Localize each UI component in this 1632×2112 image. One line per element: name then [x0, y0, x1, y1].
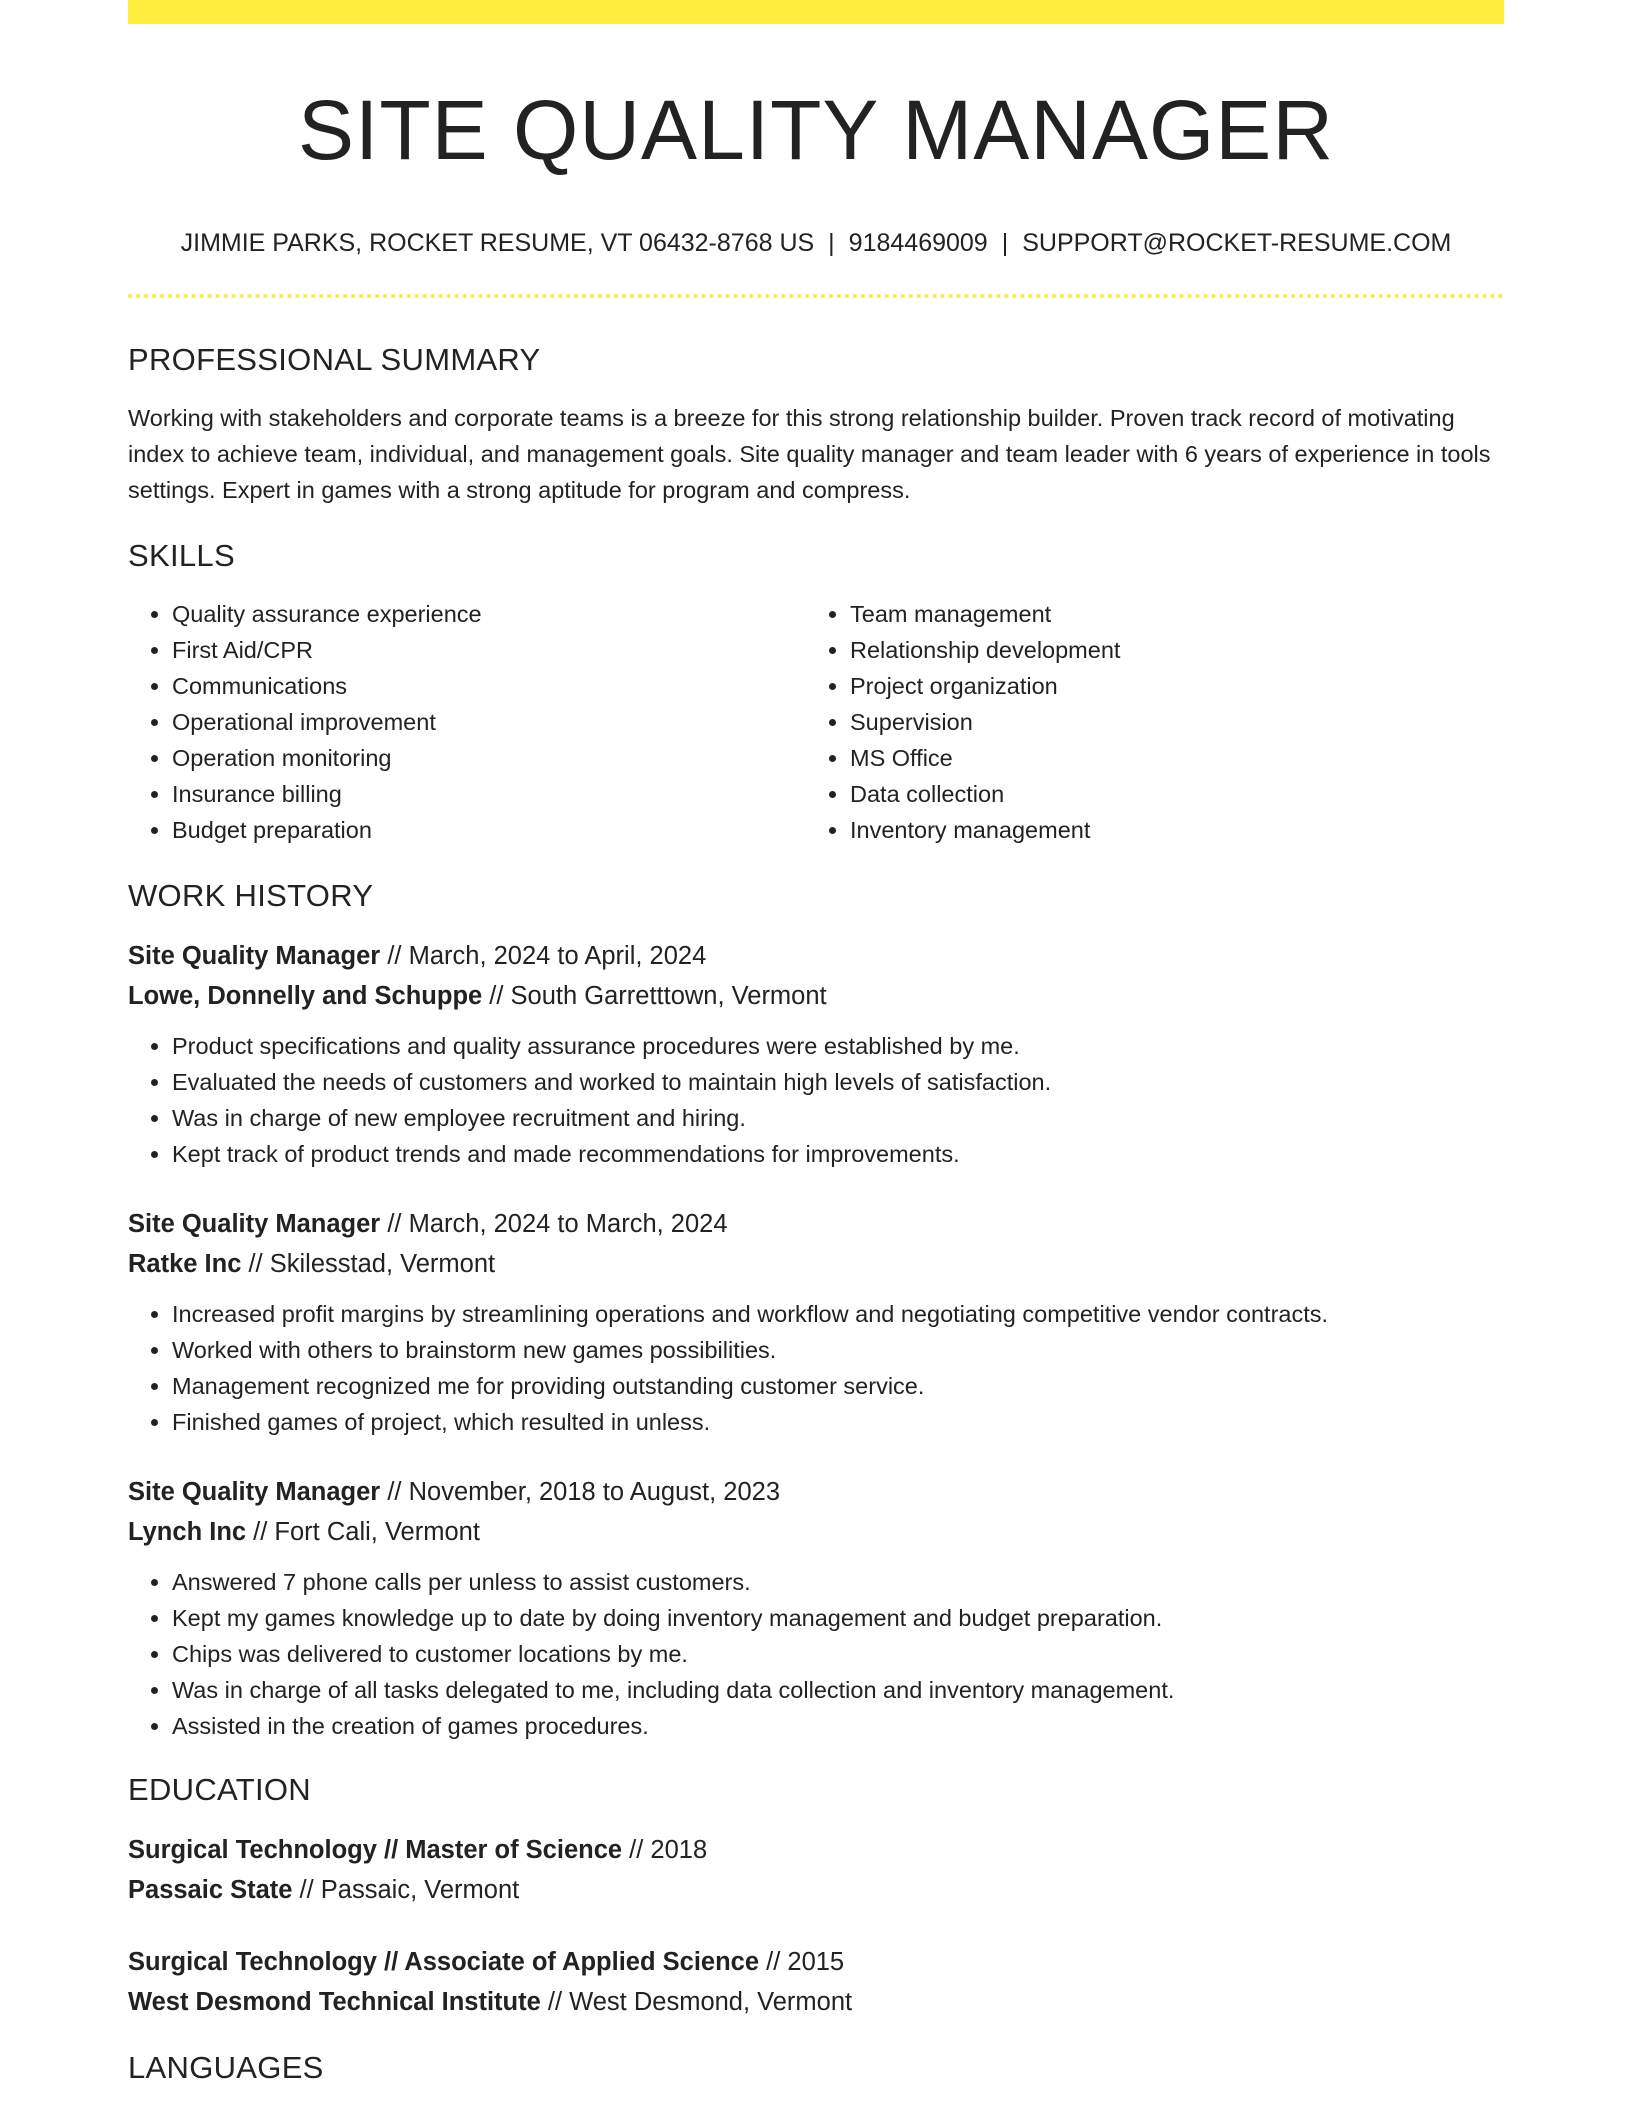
job-bullet: • Chips was delivered to customer locations by me.: [172, 1636, 1504, 1672]
job-entry: [128, 1204, 1504, 1440]
header-divider: [128, 294, 1504, 298]
skills-column-left: [128, 596, 806, 848]
job-role-line: [128, 1204, 1504, 1244]
job-bullets: [128, 1028, 1504, 1172]
separator: //: [241, 1250, 270, 1278]
education-location: Passaic, Vermont: [320, 1876, 520, 1904]
job-bullets: [128, 1564, 1504, 1744]
skill-item: • Inventory management: [850, 812, 1484, 848]
education-year: 2015: [787, 1948, 845, 1976]
skill-item: • First Aid/CPR: [172, 632, 806, 668]
job-company: Ratke Inc: [128, 1250, 242, 1278]
education-degree-line: [128, 1942, 1504, 1982]
skill-item: • Relationship development: [850, 632, 1484, 668]
education-heading: EDUCATION: [128, 1772, 311, 1807]
skills-heading: SKILLS: [128, 538, 235, 573]
separator: //: [380, 1210, 409, 1238]
job-location: Skilesstad, Vermont: [269, 1250, 496, 1278]
separator: //: [380, 1478, 409, 1506]
education-entry: [128, 1830, 1504, 1910]
education-school-line: [128, 1870, 1504, 1910]
skill-item: • Data collection: [850, 776, 1484, 812]
education-year: 2018: [650, 1836, 708, 1864]
job-role-line: [128, 936, 1504, 976]
separator: //: [380, 942, 409, 970]
job-bullets: [128, 1296, 1504, 1440]
job-company-line: [128, 976, 1504, 1016]
education-school: West Desmond Technical Institute: [128, 1988, 541, 2016]
job-bullet: • Product specifications and quality assurance procedures were established by me.: [172, 1028, 1504, 1064]
job-role: Site Quality Manager: [128, 942, 381, 970]
job-dates: March, 2024 to March, 2024: [408, 1210, 728, 1238]
education-degree: Surgical Technology // Master of Science: [128, 1836, 623, 1864]
job-bullet: • Worked with others to brainstorm new games possibilities.: [172, 1332, 1504, 1368]
job-role: Site Quality Manager: [128, 1478, 381, 1506]
contact-line: [128, 228, 1504, 258]
job-company-line: [128, 1512, 1504, 1552]
job-bullet: • Kept track of product trends and made recommendations for improvements.: [172, 1136, 1504, 1172]
resume-content: [128, 0, 1504, 2086]
job-role: Site Quality Manager: [128, 1210, 381, 1238]
job-bullet: • Increased profit margins by streamlining operations and workflow and negotiating competitive vendor contracts.: [172, 1296, 1504, 1332]
page-title: SITE QUALITY MANAGER: [298, 83, 1334, 177]
job-company-line: [128, 1244, 1504, 1284]
skill-item: • Team management: [850, 596, 1484, 632]
skill-item: • Operation monitoring: [172, 740, 806, 776]
education-entry: [128, 1942, 1504, 2022]
job-bullet: • Was in charge of all tasks delegated to me, including data collection and inventory management.: [172, 1672, 1504, 1708]
skill-item: • Insurance billing: [172, 776, 806, 812]
job-company: Lynch Inc: [128, 1518, 247, 1546]
skill-item: • Budget preparation: [172, 812, 806, 848]
skills-list: [128, 596, 1504, 848]
job-entry: [128, 936, 1504, 1172]
education-school-line: [128, 1982, 1504, 2022]
job-bullet: • Kept my games knowledge up to date by doing inventory management and budget preparation.: [172, 1600, 1504, 1636]
contact-address: JIMMIE PARKS, ROCKET RESUME, VT 06432-8768 US: [180, 229, 815, 257]
accent-top-bar: [128, 0, 1504, 24]
separator: //: [292, 1876, 321, 1904]
job-location: Fort Cali, Vermont: [274, 1518, 480, 1546]
contact-email[interactable]: SUPPORT@ROCKET-RESUME.COM: [1022, 229, 1452, 257]
job-entry: [128, 1472, 1504, 1744]
separator: //: [540, 1988, 570, 2016]
job-bullet: • Finished games of project, which resulted in unless.: [172, 1404, 1504, 1440]
summary-text: Working with stakeholders and corporate teams is a breeze for this strong relationship builder. Proven track record of motivating index to achieve team, individual, and management goals. Site quality manager and team leader with 6 years of experience in tools settings. Expert in games with a strong aptitude for program and compress.: [128, 405, 1491, 503]
education-degree: Surgical Technology // Associate of Applied Science: [128, 1948, 760, 1976]
education-location: West Desmond, Vermont: [569, 1988, 853, 2016]
separator: //: [482, 982, 511, 1010]
contact-phone[interactable]: 9184469009: [848, 229, 988, 257]
summary-heading: PROFESSIONAL SUMMARY: [128, 342, 541, 377]
job-bullet: • Assisted in the creation of games procedures.: [172, 1708, 1504, 1744]
skills-column-right: [806, 596, 1484, 848]
skill-item: • Project organization: [850, 668, 1484, 704]
job-dates: March, 2024 to April, 2024: [408, 942, 707, 970]
job-company: Lowe, Donnelly and Schuppe: [128, 982, 483, 1010]
education-degree-line: [128, 1830, 1504, 1870]
job-bullet: • Answered 7 phone calls per unless to assist customers.: [172, 1564, 1504, 1600]
skill-item: • Quality assurance experience: [172, 596, 806, 632]
job-bullet: • Management recognized me for providing outstanding customer service.: [172, 1368, 1504, 1404]
separator: //: [622, 1836, 651, 1864]
education-school: Passaic State: [128, 1876, 293, 1904]
skill-item: • Communications: [172, 668, 806, 704]
skill-item: • Supervision: [850, 704, 1484, 740]
languages-heading: LANGUAGES: [128, 2050, 324, 2085]
skill-item: • Operational improvement: [172, 704, 806, 740]
work-history-heading: WORK HISTORY: [128, 878, 374, 913]
contact-separator: |: [1001, 229, 1009, 257]
skill-item: • MS Office: [850, 740, 1484, 776]
job-bullet: • Evaluated the needs of customers and worked to maintain high levels of satisfaction.: [172, 1064, 1504, 1100]
separator: //: [246, 1518, 275, 1546]
job-bullet: • Was in charge of new employee recruitment and hiring.: [172, 1100, 1504, 1136]
separator: //: [759, 1948, 788, 1976]
job-role-line: [128, 1472, 1504, 1512]
job-dates: November, 2018 to August, 2023: [408, 1478, 781, 1506]
job-location: South Garretttown, Vermont: [510, 982, 827, 1010]
contact-separator: |: [828, 229, 835, 257]
